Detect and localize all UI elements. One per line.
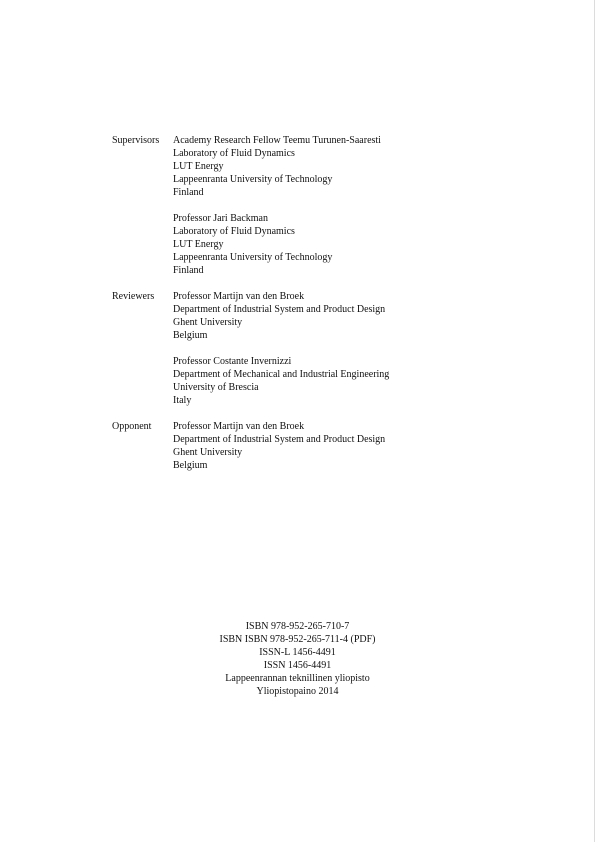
person-name: Professor Jari Backman <box>173 213 268 224</box>
affiliation-line: Lappeenranta University of Technology <box>173 252 333 263</box>
affiliation-line: University of Brescia <box>173 382 259 393</box>
affiliation-line: Department of Mechanical and Industrial Engineering <box>173 369 390 380</box>
person-name: Professor Costante Invernizzi <box>173 356 292 367</box>
committee-section <box>112 134 512 485</box>
issn: ISSN 1456-4491 <box>263 660 332 671</box>
person-name: Professor Martijn van den Broek <box>173 421 305 432</box>
role-opponent <box>112 420 512 472</box>
isbn-pdf: ISBN ISBN 978-952-265-711-4 (PDF) <box>219 634 376 645</box>
affiliation-line: LUT Energy <box>173 161 224 172</box>
country-line: Belgium <box>173 330 208 341</box>
role-reviewers <box>112 290 512 407</box>
person-block <box>173 420 512 472</box>
country-line: Finland <box>173 265 204 276</box>
person-block <box>173 134 512 199</box>
role-label: Opponent <box>112 421 152 432</box>
role-supervisors <box>112 134 512 277</box>
affiliation-line: Ghent University <box>173 447 243 458</box>
person-name: Academy Research Fellow Teemu Turunen-Saaresti <box>173 135 381 146</box>
country-line: Italy <box>173 395 192 406</box>
affiliation-line: Laboratory of Fluid Dynamics <box>173 148 295 159</box>
affiliation-line: Laboratory of Fluid Dynamics <box>173 226 295 237</box>
publisher: Lappeenrannan teknillinen yliopisto <box>225 673 370 684</box>
imprint-block <box>0 620 595 698</box>
affiliation-line: Department of Industrial System and Product Design <box>173 434 386 445</box>
person-name: Professor Martijn van den Broek <box>173 291 305 302</box>
isbn-print: ISBN 978-952-265-710-7 <box>245 621 350 632</box>
issn-l: ISSN-L 1456-4491 <box>259 647 336 658</box>
country-line: Finland <box>173 187 204 198</box>
country-line: Belgium <box>173 460 208 471</box>
person-block <box>173 290 512 342</box>
role-label: Supervisors <box>112 135 160 146</box>
role-label: Reviewers <box>112 291 155 302</box>
role-people <box>173 420 512 472</box>
affiliation-line: Lappeenranta University of Technology <box>173 174 333 185</box>
person-block <box>173 212 512 277</box>
role-people <box>173 290 512 407</box>
affiliation-line: Department of Industrial System and Product Design <box>173 304 386 315</box>
person-block <box>173 355 512 407</box>
role-people <box>173 134 512 277</box>
printer: Yliopistopaino 2014 <box>256 686 339 697</box>
affiliation-line: Ghent University <box>173 317 243 328</box>
affiliation-line: LUT Energy <box>173 239 224 250</box>
